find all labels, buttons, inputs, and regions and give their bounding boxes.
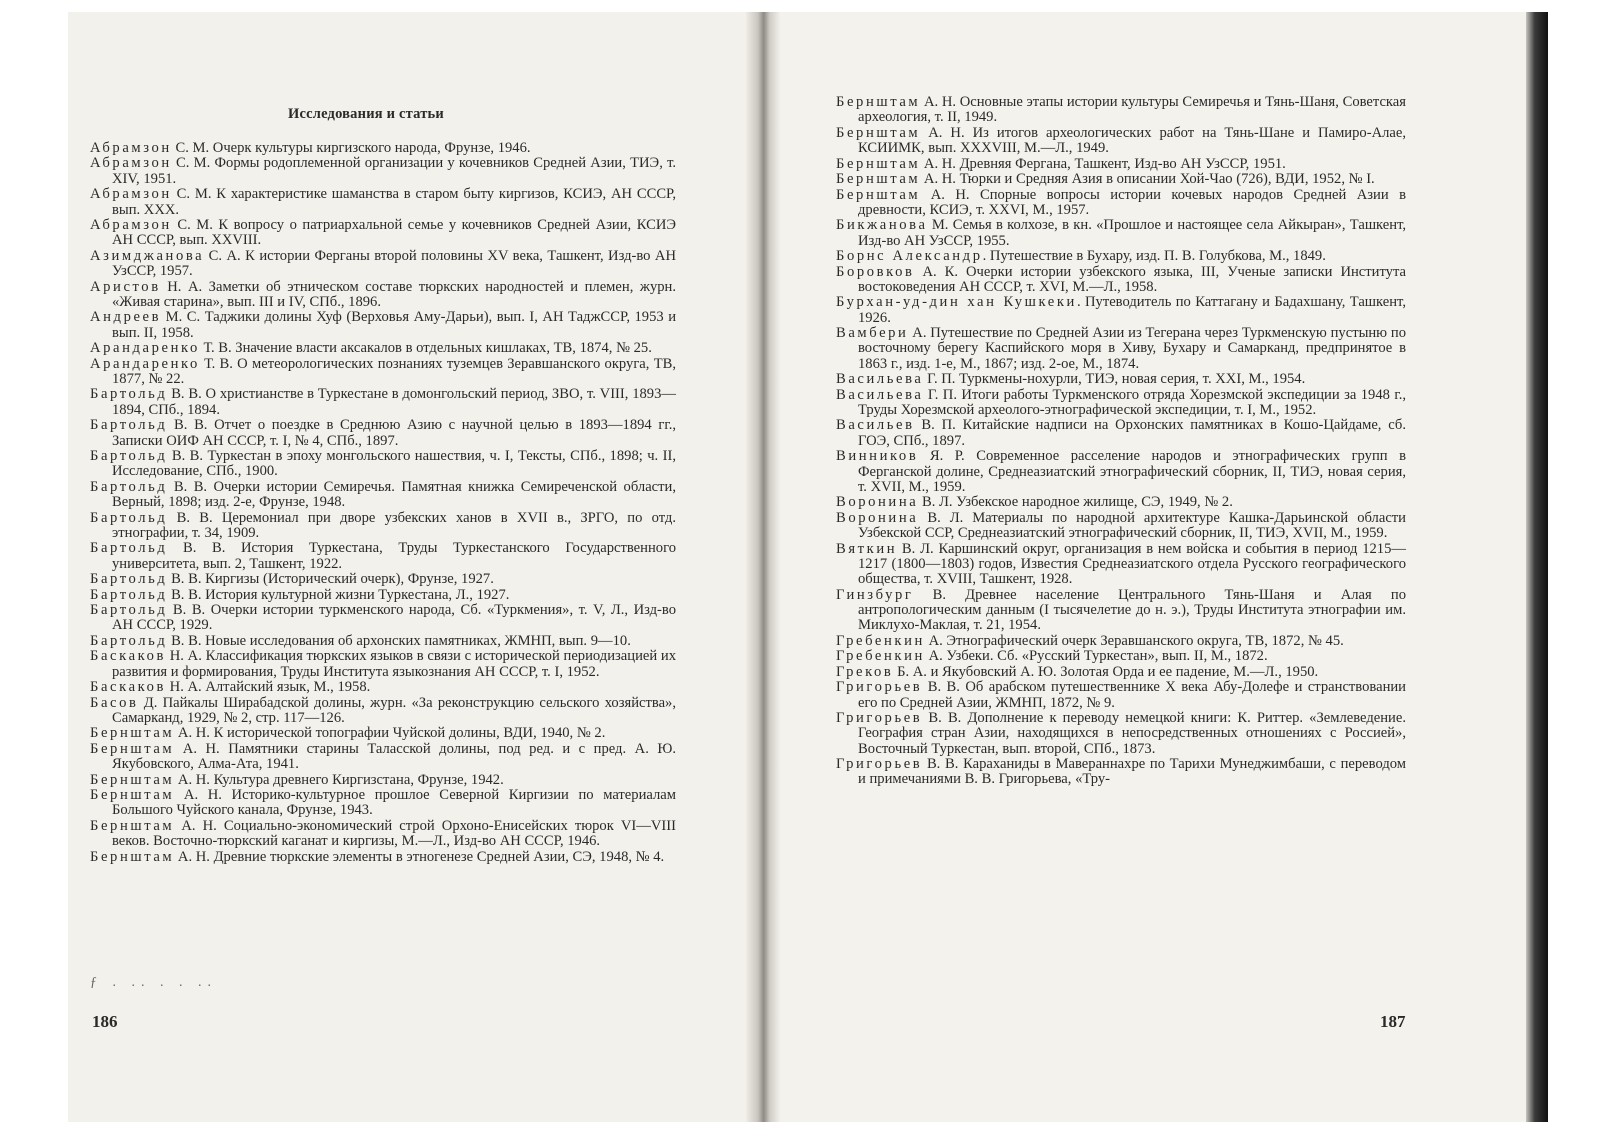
entry-text: В. В. Об арабском путешественнике X века Абу-Долефе и странствовании его по Средней Азии, ЖМНП, 1872, № 9. — [858, 679, 1406, 711]
bibliography-entry — [90, 511, 676, 542]
entry-text: А. Н. Древние тюркские элементы в этногенезе Средней Азии, СЭ, 1948, № 4. — [174, 848, 665, 865]
bibliography-entry — [836, 188, 1406, 219]
bibliography-entry — [90, 788, 676, 819]
entry-author: Абрамзон — [90, 155, 172, 172]
entry-text: В. В. История культурной жизни Туркестана, Л., 1927. — [167, 586, 510, 603]
bibliography-entry — [836, 326, 1406, 372]
entry-text: А. Путешествие по Средней Азии из Тегерана через Туркменскую пустыню по восточному берегу Каспийского моря в Хиву, Бухару и Самарканд, предпринятое в 1863 г., изд. 1-е, М., 1867; изд. 2-ое, М., 1874. — [858, 325, 1406, 372]
entry-text: А. Узбеки. Сб. «Русский Туркестан», вып. II, М., 1872. — [924, 648, 1268, 665]
bibliography-entry — [836, 542, 1406, 588]
entry-text: Б. А. и Якубовский А. Ю. Золотая Орда и ее падение, М.—Л., 1950. — [893, 663, 1319, 680]
bibliography-entry — [836, 649, 1406, 664]
entry-text: А. Н. Историко-культурное прошлое Северной Киргизии по материалам Большого Чуйского канала, Фрунзе, 1943. — [112, 787, 676, 819]
entry-text: С. А. К истории Ферганы второй половины XV века, Ташкент, Изд-во АН УзССР, 1957. — [112, 247, 676, 280]
bibliography-entry — [836, 634, 1406, 649]
entry-text: Д. Пайкалы Ширабадской долины, журн. «За реконструкцию сельского хозяйства», Самарканд, 1929, № 2, стр. 117—126. — [112, 694, 676, 726]
bibliography-entry — [836, 757, 1406, 788]
book-gutter — [746, 12, 780, 1122]
bibliography-entry — [836, 680, 1406, 711]
bibliography-entry — [90, 480, 676, 511]
entry-text: А. Этнографический очерк Зеравшанского округа, ТВ, 1872, № 45. — [924, 632, 1344, 649]
entry-text: В. Л. Материалы по народной архитектуре Кашка-Дарьинской области Узбекской ССР, Среднеазиатский этнографический сборник, II, ТИЭ, XVII, М., 1959. — [858, 509, 1406, 542]
entry-text: Я. Р. Современное расселение народов и этнографических групп в Ферганской долине, Среднеазиатский этнографический сборник, II, ТИЭ, новая серия, т. XVII, М., 1959. — [858, 448, 1406, 495]
entry-author: Бернштам — [90, 725, 175, 742]
bibliography-entry — [836, 372, 1406, 387]
entry-author: Арандаренко — [90, 355, 200, 372]
entry-author: Бартольд — [90, 602, 168, 619]
bibliography-entry — [90, 387, 676, 418]
entry-author: Боровков — [836, 263, 915, 280]
entry-text: А. Н. Древняя Фергана, Ташкент, Изд-во АН УзССР, 1951. — [920, 155, 1286, 172]
entry-author: Бернштам — [836, 155, 921, 172]
entry-text: А. Н. Тюрки и Средняя Азия в описании Хой-Чао (726), ВДИ, 1952, № I. — [920, 171, 1375, 188]
entry-text: А. К. Очерки истории узбекского языка, III, Ученые записки Института востоковедения АН СССР, т. XVI, М.—Л., 1958. — [858, 263, 1406, 295]
bibliography-entry — [90, 187, 676, 218]
entry-author: Абрамзон — [90, 217, 172, 234]
entry-text: В. В. О христианстве в Туркестане в домонгольский период, ЗВО, т. VIII, 1893—1894, СПб., 1894. — [112, 386, 676, 418]
entry-author: Бернштам — [836, 186, 921, 203]
bibliography-entry — [836, 665, 1406, 680]
entry-text: В. В. Туркестан в эпоху монгольского нашествия, ч. I, Тексты, СПб., 1898; ч. II, Исследование, СПб., 1900. — [112, 448, 676, 480]
entry-text: В. Л. Каршинский округ, организация в нем войска и события в период 1215—1217 (1800—1803) годов, Известия Среднеазиатского отдела Русского географического общества, т. XVIII, Ташкент, 1928. — [858, 540, 1406, 588]
entry-author: Васильева — [836, 371, 924, 388]
entry-author: Баскаков — [90, 648, 167, 665]
entry-author: Басов — [90, 694, 139, 711]
bibliography-entry — [836, 418, 1406, 449]
entry-text: В. В. Дополнение к переводу немецкой книги: К. Риттер. «Землеведение. География стран Азии, находящихся в непосредственных отношениях с Россией», Восточный Туркестан, вып. второй, СПб., 1873. — [858, 710, 1406, 757]
bibliography-entry — [90, 310, 676, 341]
entry-author: Аристов — [90, 278, 161, 295]
entry-author: Бернштам — [836, 171, 921, 188]
bibliography-entry — [836, 388, 1406, 419]
bibliography-entry — [90, 603, 676, 634]
bibliography-entry — [836, 711, 1406, 757]
entry-text: Н. А. Заметки об этническом составе тюркских народностей и племен, журн. «Живая старина», вып. III и IV, СПб., 1896. — [112, 278, 676, 310]
bibliography-entry — [90, 541, 676, 572]
entry-text: А. Н. Социально-экономический строй Орхоно-Енисейских тюрок VI—VIII веков. Восточно-тюркский каганат и киргизы, М.—Л., Изд-во АН СССР, 1946. — [112, 817, 676, 850]
entry-text: . Путеводитель по Каттагану и Бадахшану, Ташкент, 1926. — [858, 294, 1406, 326]
entry-author: Бартольд — [90, 586, 168, 603]
section-heading: Исследования и статьи — [288, 106, 444, 122]
entry-author: Бернштам — [836, 94, 921, 110]
entry-text: . Путешествие в Бухару, изд. П. В. Голубкова, М., 1849. — [982, 248, 1326, 265]
entry-text: А. Н. Основные этапы истории культуры Семиречья и Тянь-Шаня, Советская археология, т. II, 1949. — [858, 94, 1406, 126]
entry-text: В. П. Китайские надписи на Орхонских памятниках в Кошо-Цайдаме, сб. ГОЭ, СПб., 1897. — [858, 417, 1406, 449]
entry-author: Абрамзон — [90, 186, 172, 203]
entry-text: С. М. К вопросу о патриархальной семье у кочевников Средней Азии, КСИЭ АН СССР, вып. XXVIII. — [112, 217, 676, 249]
bibliography-entry — [836, 126, 1406, 157]
bibliography-entry — [90, 588, 676, 603]
entry-text: В. В. Очерки истории Семиречья. Памятная книжка Семиреченской области, Верный, 1898; изд. 2-е, Фрунзе, 1948. — [112, 478, 676, 511]
entry-author: Арандаренко — [90, 340, 200, 357]
entry-author: Григорьев — [836, 756, 923, 773]
bibliography-entry — [90, 572, 676, 587]
entry-author: Бартольд — [90, 478, 168, 495]
entry-author: Бартольд — [90, 509, 168, 526]
entry-text: М. Семья в колхозе, в кн. «Прошлое и настоящее села Айкыран», Ташкент, Изд-во АН УзССР, 1955. — [858, 217, 1406, 249]
bibliography-entry — [90, 449, 676, 480]
bibliography-entry — [836, 218, 1406, 249]
entry-author: Бернштам — [90, 848, 175, 865]
page-marks: ƒ . .. . . .. — [90, 975, 217, 990]
bibliography-entry — [836, 295, 1406, 326]
entry-author: Бернштам — [90, 740, 175, 757]
entry-author: Бартольд — [90, 417, 168, 434]
entry-author: Бернштам — [90, 787, 175, 804]
entry-author: Бартольд — [90, 632, 168, 649]
entry-author: Бартольд — [90, 386, 168, 403]
entry-author: Андреев — [90, 309, 162, 326]
bibliography-entry — [90, 850, 676, 865]
bibliography-entry — [90, 773, 676, 788]
entry-text: С. М. Формы родоплеменной организации у кочевников Средней Азии, ТИЭ, т. XIV, 1951. — [112, 155, 676, 187]
page-number-left: 186 — [92, 1012, 118, 1031]
entry-text: А. Н. Спорные вопросы истории кочевых народов Средней Азии в древности, КСИЭ, т. XXVI, М., 1957. — [858, 186, 1406, 218]
entry-author: Греков — [836, 663, 894, 680]
entry-author: Бартольд — [90, 571, 168, 588]
entry-text: В. В. Караханиды в Мавераннахре по Тарихи Мунеджимбаши, с переводом и примечаниями В. В. Григорьева, «Тру- — [858, 756, 1406, 788]
entry-text: В. В. Киргизы (Исторический очерк), Фрунзе, 1927. — [167, 571, 494, 588]
entry-author: Бурхан-уд-дин хан Кушкеки — [836, 294, 1077, 311]
bibliography-entry — [836, 449, 1406, 495]
bibliography-entry — [836, 95, 1406, 126]
entry-author: Вамбери — [836, 325, 909, 342]
bibliography-entry — [90, 742, 676, 773]
entry-author: Азимджанова — [90, 247, 205, 264]
entry-author: Бартольд — [90, 448, 168, 464]
bibliography-entry — [90, 218, 676, 249]
entry-text: Г. П. Итоги работы Туркменского отряда Хорезмской экспедиции за 1948 г., Труды Хорезмской археолого-этнографической экспедиции, т. I, М., 1952. — [858, 386, 1406, 418]
entry-author: Воронина — [836, 509, 919, 526]
right-bibliography-column — [836, 95, 1406, 788]
bibliography-entry — [90, 418, 676, 449]
bibliography-entry — [836, 588, 1406, 634]
bibliography-entry — [90, 341, 676, 356]
entry-author: Васильев — [836, 417, 915, 434]
bibliography-entry — [90, 156, 676, 187]
entry-author: Баскаков — [90, 679, 167, 696]
entry-author: Вяткин — [836, 540, 898, 557]
entry-author: Борнс Александр — [836, 248, 983, 265]
bibliography-entry — [836, 495, 1406, 510]
bibliography-entry — [90, 357, 676, 388]
entry-text: В. Древнее население Центрального Тянь-Шаня и Алая по антропологическим данным (I тысячелетие до н. э.), Труды Института этнографии им. Миклухо-Маклая, т. 21, 1954. — [858, 586, 1406, 634]
entry-text: Г. П. Туркмены-нохурли, ТИЭ, новая серия, т. XXI, М., 1954. — [923, 371, 1306, 388]
bibliography-entry — [836, 265, 1406, 296]
entry-author: Воронина — [836, 494, 919, 511]
bibliography-entry — [90, 696, 676, 727]
entry-author: Григорьев — [836, 679, 923, 696]
bibliography-entry — [90, 141, 676, 156]
entry-author: Бернштам — [90, 817, 175, 834]
entry-author: Гинзбург — [836, 586, 914, 603]
entry-text: В. В. История Туркестана, Труды Туркестанского Государственного университета, вып. 2, Ташкент, 1922. — [112, 540, 676, 572]
bibliography-entry — [836, 172, 1406, 187]
entry-author: Гребенкин — [836, 632, 925, 649]
bibliography-entry — [836, 249, 1406, 264]
page-number-right: 187 — [1380, 1012, 1406, 1031]
entry-text: М. С. Таджики долины Хуф (Верховья Аму-Дарьи), вып. I, АН ТаджССР, 1953 и вып. II, 1958. — [112, 309, 676, 341]
entry-author: Васильева — [836, 386, 924, 403]
entry-text: А. Н. К исторической топографии Чуйской долины, ВДИ, 1940, № 2. — [174, 725, 606, 742]
entry-text: А. Н. Культура древнего Киргизстана, Фрунзе, 1942. — [174, 771, 504, 788]
entry-author: Гребенкин — [836, 648, 925, 665]
entry-text: А. Н. Памятники старины Таласской долины, под ред. и с пред. А. Ю. Якубовского, Алма-Ата, 1941. — [112, 740, 676, 773]
entry-text: В. В. Церемониал при дворе узбекских ханов в XVII в., ЗРГО, по отд. этнографии, т. 34, 1909. — [112, 509, 676, 541]
entry-text: В. В. Новые исследования об архонских памятниках, ЖМНП, вып. 9—10. — [167, 632, 631, 649]
entry-text: В. В. Очерки истории туркменского народа, Сб. «Туркмения», т. V, Л., Изд-во АН СССР, 1929. — [112, 602, 676, 634]
entry-author: Бернштам — [836, 124, 921, 141]
bibliography-entry — [90, 280, 676, 311]
page-edge-shadow — [1526, 12, 1548, 1122]
entry-text: В. В. Отчет о поездке в Среднюю Азию с научной целью в 1893—1894 гг., Записки ОИФ АН СССР, т. I, № 4, СПб., 1897. — [112, 417, 676, 449]
left-bibliography-column — [90, 141, 676, 865]
entry-text: С. М. Очерк культуры киргизского народа, Фрунзе, 1946. — [171, 140, 531, 156]
bibliography-entry — [90, 634, 676, 649]
entry-author: Бартольд — [90, 540, 168, 557]
entry-text: Н. А. Классификация тюркских языков в связи с исторической периодизацией их развития и формирования, Труды Института языкознания АН СССР, т. I, 1952. — [112, 648, 676, 680]
entry-author: Григорьев — [836, 710, 923, 726]
bibliography-entry — [90, 249, 676, 280]
entry-text: Т. В. Значение власти аксакалов в отдельных кишлаках, ТВ, 1874, № 25. — [199, 340, 652, 357]
bibliography-entry — [836, 157, 1406, 172]
bibliography-entry — [836, 511, 1406, 542]
bibliography-entry — [90, 680, 676, 695]
entry-author: Абрамзон — [90, 140, 172, 156]
entry-author: Винников — [836, 448, 919, 465]
bibliography-entry — [90, 726, 676, 741]
bibliography-entry — [90, 819, 676, 850]
entry-text: С. М. К характеристике шаманства в старом быту киргизов, КСИЭ, АН СССР, вып. XXX. — [112, 186, 676, 218]
entry-author: Бикжанова — [836, 217, 928, 234]
entry-text: Т. В. О метеорологических познаниях туземцев Зеравшанского округа, ТВ, 1877, № 22. — [112, 355, 676, 387]
entry-text: А. Н. Из итогов археологических работ на Тянь-Шане и Памиро-Алае, КСИИМК, вып. XXXVIII, М.—Л., 1949. — [858, 124, 1406, 157]
entry-text: В. Л. Узбекское народное жилище, СЭ, 1949, № 2. — [918, 494, 1233, 511]
entry-author: Бернштам — [90, 771, 175, 788]
entry-text: Н. А. Алтайский язык, М., 1958. — [166, 679, 371, 696]
bibliography-entry — [90, 649, 676, 680]
